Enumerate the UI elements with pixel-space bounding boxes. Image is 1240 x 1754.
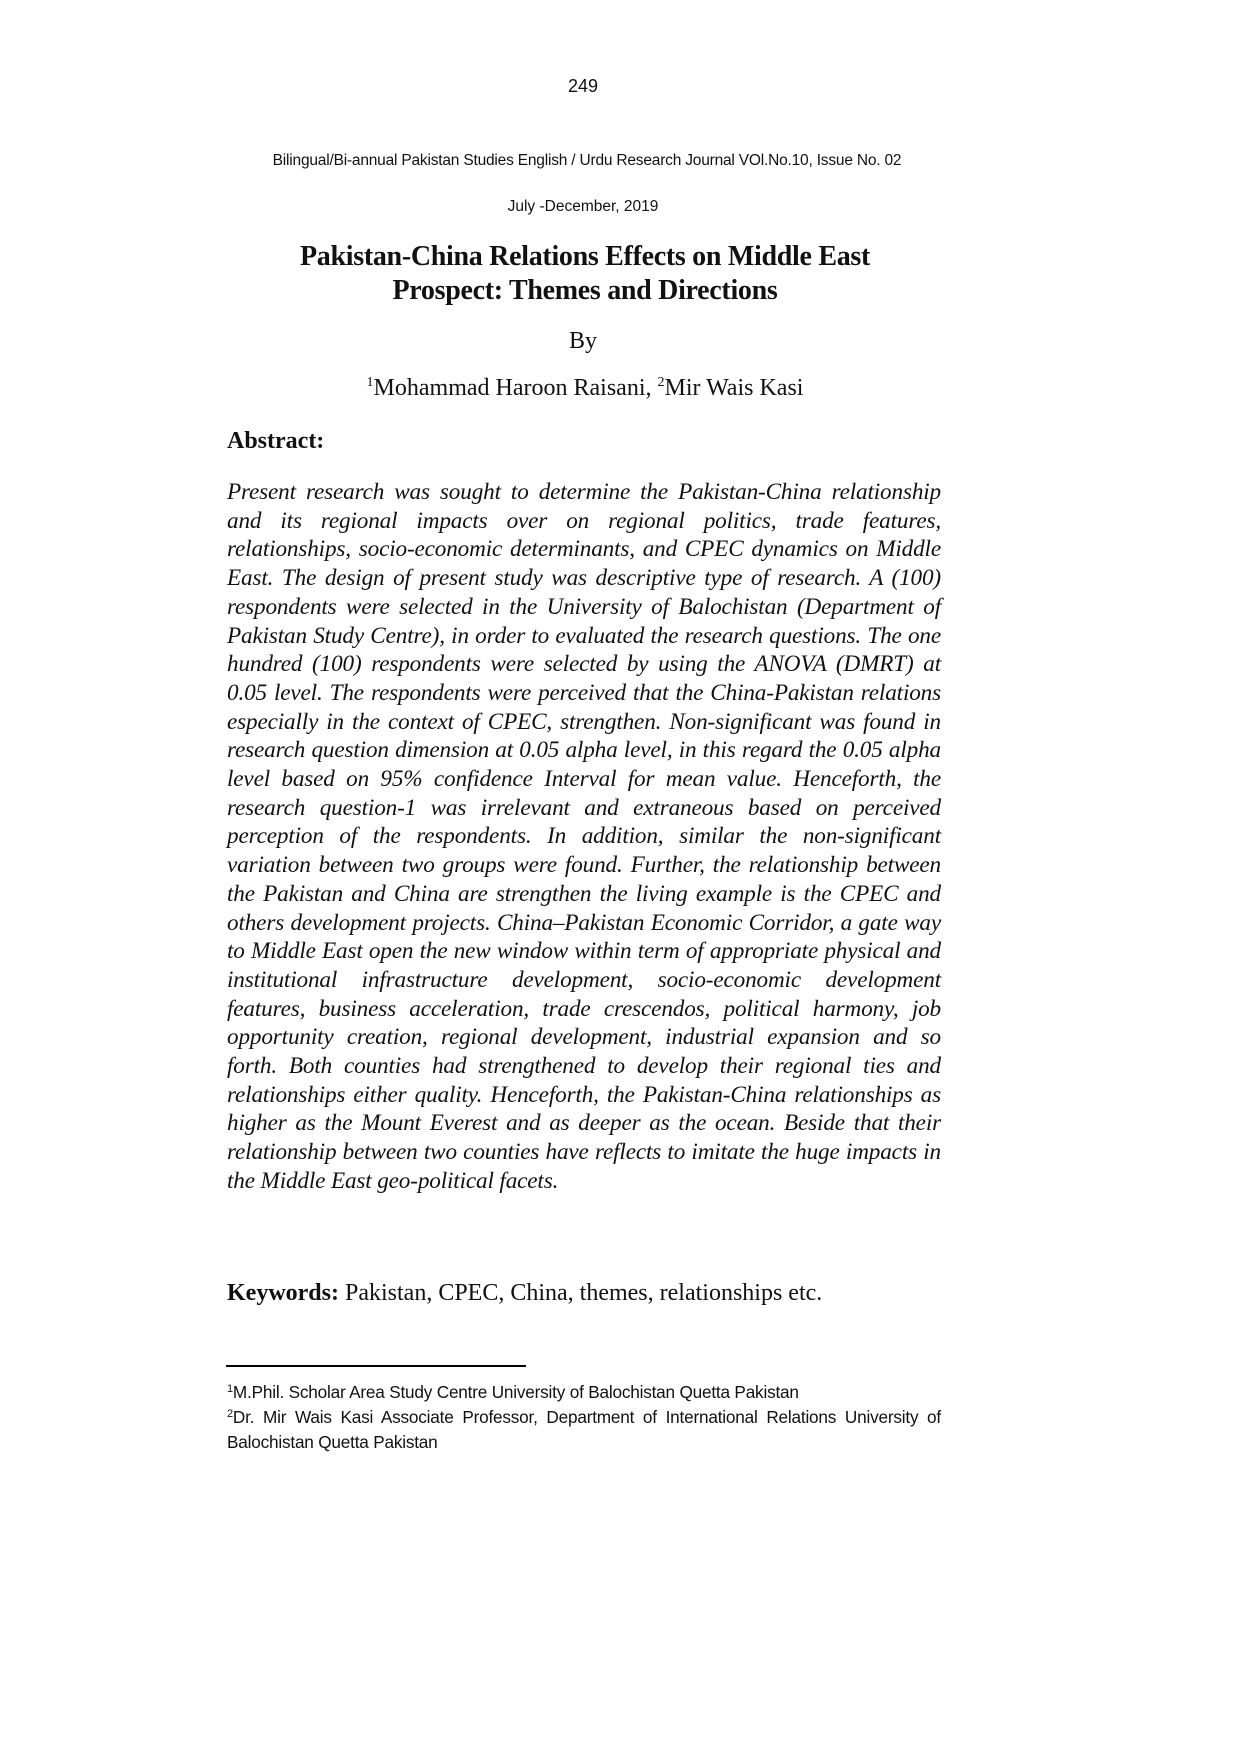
title-line-2: Prospect: Themes and Directions — [392, 275, 778, 306]
by-label: By — [568, 328, 597, 354]
footnote-1-marker: 1 — [227, 1383, 233, 1395]
footnote-1-text: M.Phil. Scholar Area Study Centre University of Balochistan Quetta Pakistan — [232, 1382, 799, 1402]
footnote-2 — [227, 1405, 941, 1455]
abstract-heading: Abstract: — [227, 428, 325, 454]
footnotes — [227, 1380, 941, 1455]
author-1 — [367, 375, 652, 401]
keywords-text: Pakistan, CPEC, China, themes, relationships etc. — [344, 1280, 823, 1306]
author-2-name: Mir Wais Kasi — [664, 375, 804, 401]
author-1-name: Mohammad Haroon Raisani, — [373, 375, 652, 401]
abstract-body: Present research was sought to determine the Pakistan-China relationship and its regional impacts over on regional politics, trade features, relationships, socio-economic determinants, and CPEC dynamics on Middle East. The design of present study was descriptive type of research. A (100) respondents were selected in the University of Balochistan (Department of Pakistan Study Centre), in order to evaluated the research questions. The one hundred (100) respondents were selected by using the ANOVA (DMRT) at 0.05 level. The respondents were perceived that the China-Pakistan relations especially in the context of CPEC, strengthen. Non-significant was found in research question dimension at 0.05 alpha level, in this regard the 0.05 alpha level based on 95% confidence Interval for mean value. Henceforth, the research question-1 was irrelevant and extraneous based on perceived perception of the respondents. In addition, similar the non-significant variation between two groups were found. Further, the relationship between the Pakistan and China are strengthen the living example is the CPEC and others development projects. China–Pakistan Economic Corridor, a gate way to Middle East open the new window within term of appropriate physical and institutional infrastructure development, socio-economic development features, business acceleration, trade crescendos, political harmony, job opportunity creation, regional development, industrial expansion and so forth. Both counties had strengthened to develop their regional ties and relationships either quality. Henceforth, the Pakistan-China relationships as higher as the Mount Everest and as deeper as the ocean. Beside that their relationship between two counties have reflects to imitate the huge impacts in the Middle East geo-political facets. — [227, 479, 941, 1194]
footnote-2-text: Dr. Mir Wais Kasi Associate Professor, Department of International Relations University of Balochistan Quetta Pakistan — [227, 1407, 941, 1452]
author-1-marker: 1 — [366, 375, 374, 390]
footnote-2-marker: 2 — [227, 1408, 233, 1420]
author-list — [232, 375, 938, 402]
author-2-marker: 2 — [657, 375, 665, 390]
keywords — [227, 1280, 941, 1307]
footnote-1 — [227, 1380, 941, 1405]
page-number: 249 — [567, 76, 599, 96]
article-title — [232, 240, 938, 308]
keywords-label: Keywords: — [227, 1280, 339, 1306]
title-line-1: Pakistan-China Relations Effects on Middle East — [299, 241, 871, 272]
footnote-separator — [226, 1365, 526, 1367]
issue-period: July -December, 2019 — [507, 198, 659, 215]
journal-header: Bilingual/Bi-annual Pakistan Studies English / Urdu Research Journal VOl.No.10, Issue No. 02 — [272, 152, 902, 169]
author-2 — [658, 375, 804, 401]
